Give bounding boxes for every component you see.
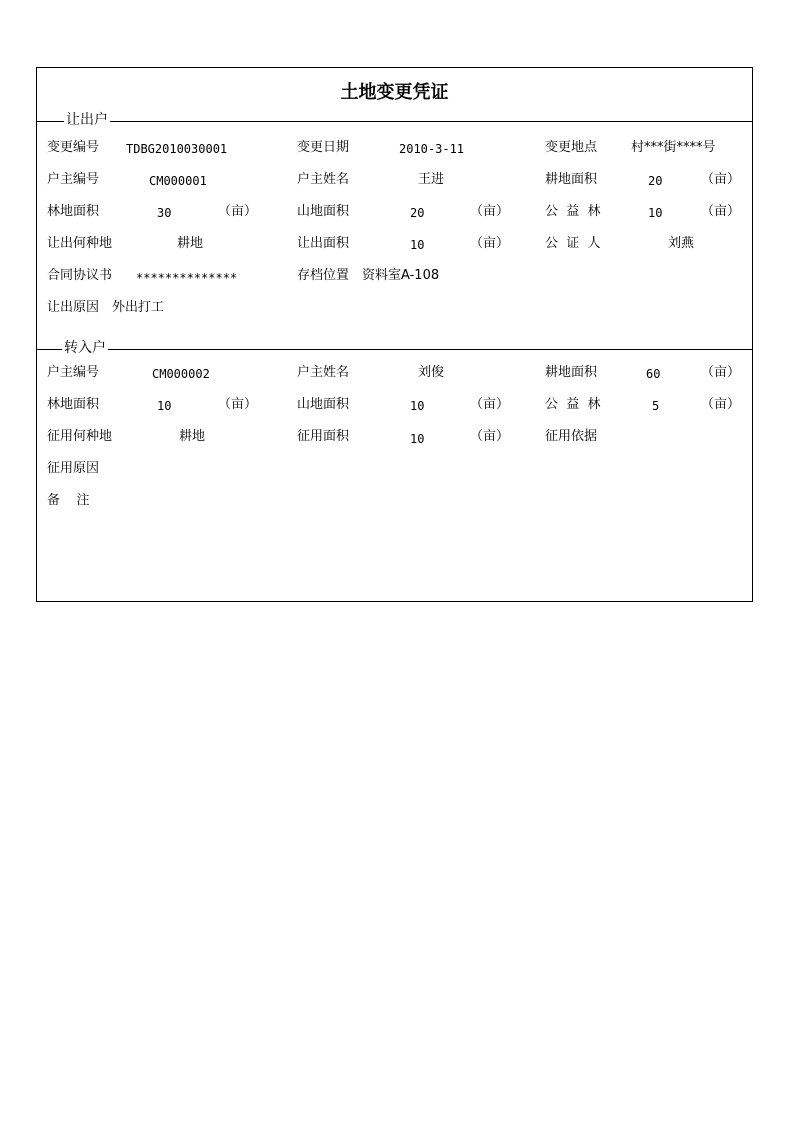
label-owner-no-out: 户主编号: [47, 172, 100, 187]
value-owner-name-out: 王进: [418, 172, 445, 187]
label-owner-no-in: 户主编号: [47, 365, 100, 380]
value-change-no: TDBG2010030001: [126, 142, 228, 156]
unit-mountain-in: （亩）: [470, 397, 510, 412]
label-change-date: 变更日期: [297, 140, 350, 155]
label-remarks: 备 注: [47, 493, 90, 508]
label-mountain-area-in: 山地面积: [297, 397, 350, 412]
value-owner-name-in: 刘俊: [418, 365, 445, 380]
value-owner-no-in: CM000002: [152, 367, 210, 381]
label-contract: 合同协议书: [47, 268, 113, 283]
value-public-forest-in: 5: [652, 399, 660, 413]
section-divider-in: [36, 349, 753, 350]
label-forest-area-out: 林地面积: [47, 204, 100, 219]
unit-out-area: （亩）: [470, 236, 510, 251]
value-mountain-area-out: 20: [410, 206, 425, 220]
unit-mountain-out: （亩）: [470, 204, 510, 219]
unit-farmland-in: （亩）: [701, 365, 741, 380]
value-mountain-area-in: 10: [410, 399, 425, 413]
value-contract: **************: [136, 271, 238, 285]
value-use-land-type: 耕地: [179, 429, 206, 444]
unit-public-forest-in: （亩）: [701, 397, 741, 412]
value-out-area: 10: [410, 238, 425, 252]
section-label-in: 转入户: [64, 340, 106, 356]
value-farmland-area-out: 20: [648, 174, 663, 188]
value-out-land-type: 耕地: [177, 236, 204, 251]
label-farmland-area-in: 耕地面积: [545, 365, 598, 380]
value-forest-area-out: 30: [157, 206, 172, 220]
label-public-forest-out: 公 益 林: [545, 204, 601, 219]
label-use-basis: 征用依据: [545, 429, 598, 444]
section-label-out: 让出户: [66, 112, 108, 128]
value-public-forest-out: 10: [648, 206, 663, 220]
value-use-area: 10: [410, 432, 425, 446]
value-change-date: 2010-3-11: [399, 142, 465, 156]
section-divider-out: [36, 121, 753, 122]
label-public-forest-in: 公 益 林: [545, 397, 601, 412]
unit-farmland-out: （亩）: [701, 172, 741, 187]
value-change-place: 村***街****号: [631, 140, 716, 155]
value-owner-no-out: CM000001: [149, 174, 207, 188]
label-use-reason: 征用原因: [47, 461, 100, 476]
label-owner-name-in: 户主姓名: [297, 365, 350, 380]
label-farmland-area-out: 耕地面积: [545, 172, 598, 187]
label-out-reason: 让出原因: [47, 300, 100, 315]
label-use-area: 征用面积: [297, 429, 350, 444]
value-forest-area-in: 10: [157, 399, 172, 413]
unit-forest-out: （亩）: [218, 204, 258, 219]
value-archive: 资料室A-108: [362, 268, 440, 283]
label-out-land-type: 让出何种地: [47, 236, 113, 251]
label-change-place: 变更地点: [545, 140, 598, 155]
value-farmland-area-in: 60: [646, 367, 661, 381]
unit-public-forest-out: （亩）: [701, 204, 741, 219]
label-archive: 存档位置: [297, 268, 350, 283]
unit-forest-in: （亩）: [218, 397, 258, 412]
document-title: 土地变更凭证: [340, 82, 449, 103]
value-out-reason: 外出打工: [112, 300, 165, 315]
unit-use-area: （亩）: [470, 429, 510, 444]
label-change-no: 变更编号: [47, 140, 100, 155]
label-notary: 公 证 人: [545, 236, 601, 251]
label-use-land-type: 征用何种地: [47, 429, 113, 444]
value-notary: 刘燕: [668, 236, 695, 251]
label-forest-area-in: 林地面积: [47, 397, 100, 412]
label-out-area: 让出面积: [297, 236, 350, 251]
label-owner-name-out: 户主姓名: [297, 172, 350, 187]
label-mountain-area-out: 山地面积: [297, 204, 350, 219]
